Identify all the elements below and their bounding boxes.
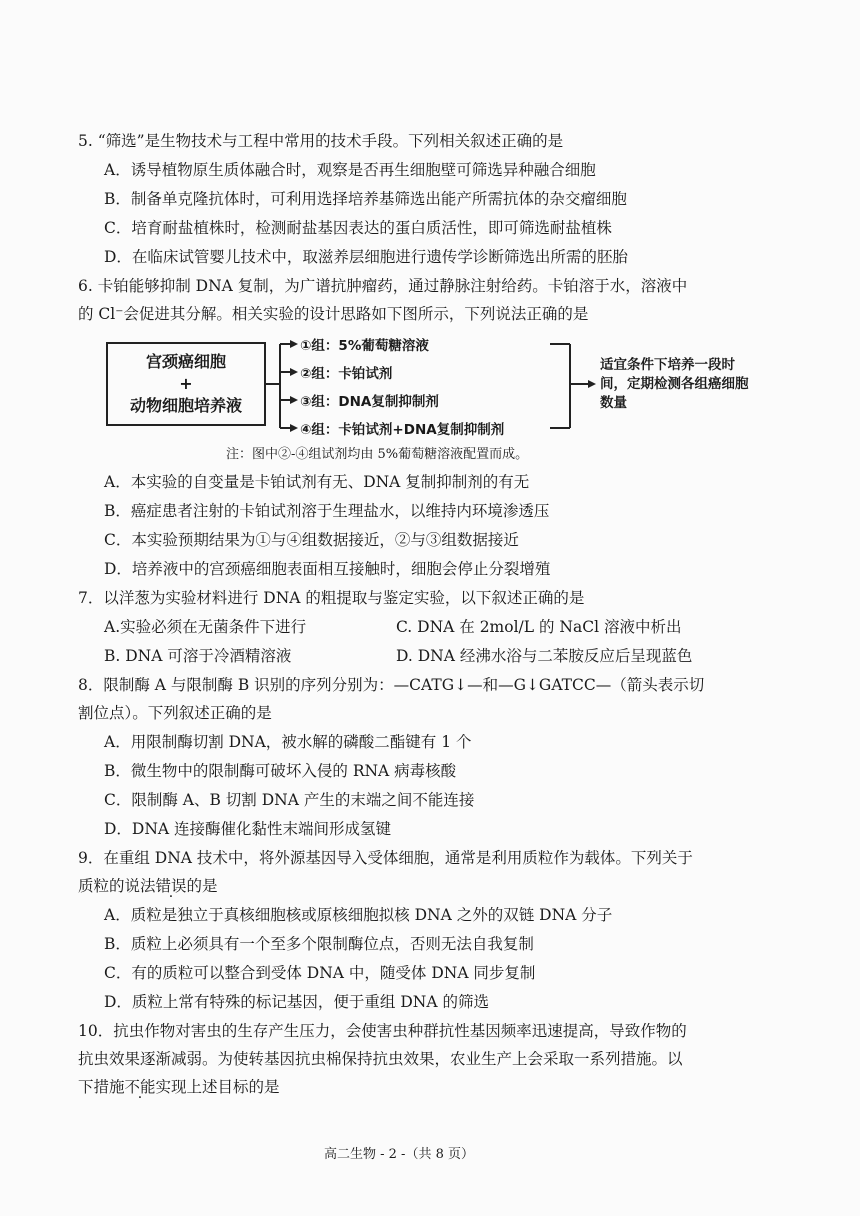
q8-stem-line1: 8．限制酶 A 与限制酶 B 识别的序列分别为：—CATG↓—和—G↓GATCC—（箭头表示切 [78,676,705,694]
box-line3: 动物细胞培养液 [129,396,242,415]
group-1-label: ①组：5%葡萄糖溶液 [300,338,429,354]
q8-option-c: C．限制酶 A、B 切割 DNA 产生的末端之间不能连接 [104,791,475,809]
diagram-note: 注：图中②-④组试剂均由 5%葡萄糖溶液配置而成。 [226,447,529,462]
q9-stem-pre: 质粒的说法 [78,877,156,895]
q9-option-b: B．质粒上必须具有一个至多个限制酶位点，否则无法自我复制 [104,935,534,953]
q5-option-d: D．在临床试管婴儿技术中，取滋养层细胞进行遗传学诊断筛选出所需的胚胎 [104,248,628,266]
q10-stem-line3 [78,1077,280,1097]
experiment-diagram [100,336,760,440]
page-footer: 高二生物 - 2 -（共 8 页） [324,1147,474,1162]
q8-option-b: B．微生物中的限制酶可破坏入侵的 RNA 病毒核酸 [104,762,457,780]
q9-stem-post: 的是 [186,877,218,895]
q9-option-a: A．质粒是独立于真核细胞核或原核细胞拟核 DNA 之外的双链 DNA 分子 [104,906,613,924]
group-3-label: ③组：DNA复制抑制剂 [300,394,439,410]
q9-emphasis-word: 错误 [155,877,187,895]
q7-option-d: D. DNA 经沸水浴与二苯胺反应后呈现蓝色 [396,647,693,665]
q9-option-c: C．有的质粒可以整合到受体 DNA 中，随受体 DNA 同步复制 [104,964,536,982]
q6-stem-line1: 6. 卡铂能够抑制 DNA 复制，为广谱抗肿瘤药，通过静脉注射给药。卡铂溶于水，溶液中 [78,277,688,295]
q7-option-b: B. DNA 可溶于冷酒精溶液 [104,647,292,665]
q6-stem-line2: 的 Cl⁻会促进其分解。相关实验的设计思路如下图所示，下列说法正确的是 [78,305,589,323]
q5-stem: 5. “筛选”是生物技术与工程中常用的技术手段。下列相关叙述正确的是 [78,132,564,150]
q9-stem-line2 [78,876,218,896]
q9-option-d: D．质粒上常有特殊的标记基因，便于重组 DNA 的筛选 [104,993,489,1011]
q7-option-c: C. DNA 在 2mol/L 的 NaCl 溶液中析出 [396,618,682,636]
q8-option-a: A．用限制酶切割 DNA，被水解的磷酸二酯键有 1 个 [104,733,472,751]
q10-stem-line2: 抗虫效果逐渐减弱。为使转基因抗虫棉保持抗虫效果，农业生产上会采取一系列措施。以 [78,1050,683,1068]
q6-option-b: B．癌症患者注射的卡铂试剂溶于生理盐水，以维持内环境渗透压 [104,502,550,520]
group-4-label: ④组：卡铂试剂+DNA复制抑制剂 [300,422,505,438]
q6-option-a: A．本实验的自变量是卡铂试剂有无、DNA 复制抑制剂的有无 [104,473,530,491]
q6-option-c: C．本实验预期结果为①与④组数据接近，②与③组数据接近 [104,531,519,549]
q8-stem-line2: 割位点）。下列叙述正确的是 [78,704,272,722]
q7-option-a: A.实验必须在无菌条件下进行 [104,618,307,636]
q5-option-c: C．培育耐盐植株时，检测耐盐基因表达的蛋白质活性，即可筛选耐盐植株 [104,219,612,237]
q9-stem-line1: 9．在重组 DNA 技术中，将外源基因导入受体细胞，通常是利用质粒作为载体。下列关于 [78,849,693,867]
q10-stem-post: 实现上述目标的是 [155,1078,280,1096]
q5-option-b: B．制备单克隆抗体时，可利用选择培养基筛选出能产所需抗体的杂交瘤细胞 [104,190,627,208]
q7-stem: 7．以洋葱为实验材料进行 DNA 的粗提取与鉴定实验，以下叙述正确的是 [78,589,585,607]
q10-stem-pre: 下措施 [78,1078,125,1096]
box-line1: 宫颈癌细胞 [145,352,226,371]
box-line2: + [179,374,193,393]
result-text: 适宜条件下培养一段时间，定期检测各组癌细胞数量 [600,357,749,411]
q10-stem-line1: 10．抗虫作物对害虫的生存产生压力，会使害虫种群抗性基因频率迅速提高，导致作物的 [78,1022,687,1040]
q5-option-a: A．诱导植物原生质体融合时，观察是否再生细胞壁可筛选异种融合细胞 [104,161,596,179]
group-2-label: ②组：卡铂试剂 [300,366,393,382]
q8-option-d: D．DNA 连接酶催化黏性末端间形成氢键 [104,820,392,838]
q10-emphasis-word: 不能 [124,1078,156,1096]
q6-option-d: D．培养液中的宫颈癌细胞表面相互接触时，细胞会停止分裂增殖 [104,560,551,578]
